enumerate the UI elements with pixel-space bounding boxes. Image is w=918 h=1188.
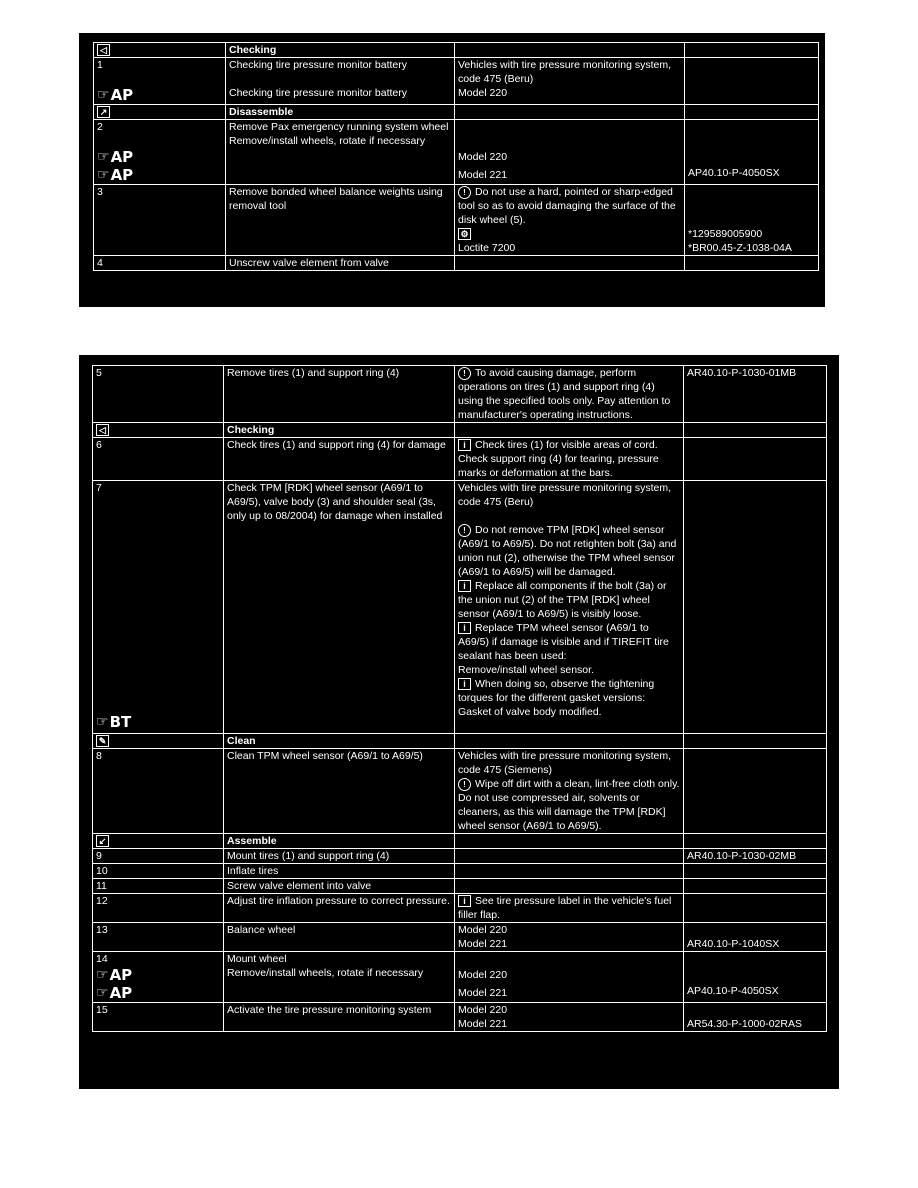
note-text: Do not use a hard, pointed or sharp-edged tool so as to avoid damaging the surface of the disk wheel (5). <box>458 186 676 226</box>
clean-icon: ✎ <box>96 735 109 747</box>
table-row <box>93 849 827 864</box>
bt-link[interactable]: BT <box>109 713 132 731</box>
note-text: Vehicles with tire pressure monitoring system, code 475 (Beru) <box>458 482 671 508</box>
pointing-hand-icon: ☞ <box>97 87 110 103</box>
operation-text: Adjust tire inflation pressure to correct pressure. <box>227 895 450 907</box>
note-text: Model 220 <box>458 1004 508 1016</box>
note-text: Replace TPM wheel sensor (A69/1 to A69/5) if damage is visible and if TIREFIT tire sealant has been used: <box>458 622 669 662</box>
assemble-icon: ↙ <box>96 835 109 847</box>
procedure-panel-2 <box>79 355 839 1089</box>
reference-link[interactable]: AR54.30-P-1000-02RAS <box>687 1018 802 1030</box>
operation-text: Mount wheel <box>227 953 287 965</box>
step-number: 3 <box>97 186 103 198</box>
note-text: Remove/install wheel sensor. <box>458 664 594 676</box>
note-text: Model 221 <box>458 987 508 999</box>
step-number: 13 <box>96 924 108 936</box>
operation-text: Activate the tire pressure monitoring system <box>227 1004 432 1016</box>
table-row <box>93 366 827 423</box>
ap-link[interactable]: AP <box>110 86 134 104</box>
reference-link[interactable]: AR40.10-P-1030-02MB <box>687 850 797 862</box>
info-icon: i <box>458 622 471 634</box>
section-row-assemble <box>93 834 827 849</box>
material-icon: ⚙ <box>458 228 471 240</box>
pointing-hand-icon: ☞ <box>97 149 110 165</box>
note-text: When doing so, observe the tightening torques for the different gasket versions: <box>458 678 655 704</box>
reference-link[interactable]: *129589005900 <box>688 228 763 240</box>
reference-link[interactable]: AP40.10-P-4050SX <box>687 985 779 997</box>
procedure-table-1 <box>93 42 819 271</box>
material-text: Loctite 7200 <box>458 242 516 254</box>
table-row <box>94 58 819 105</box>
note-text: See tire pressure label in the vehicle's fuel filler flap. <box>458 895 672 921</box>
step-number: 5 <box>96 367 102 379</box>
table-row <box>94 120 819 185</box>
info-icon: i <box>458 580 471 592</box>
operation-text: Checking tire pressure monitor battery <box>229 59 407 71</box>
table-row <box>93 481 827 734</box>
reference-link[interactable]: AP40.10-P-4050SX <box>688 167 780 179</box>
disassemble-icon: ↗ <box>97 106 110 118</box>
step-number: 2 <box>97 121 103 133</box>
section-title: Assemble <box>224 834 455 849</box>
section-title: Checking <box>224 423 455 438</box>
section-row-checking <box>94 43 819 58</box>
table-row <box>94 256 819 271</box>
section-row-clean <box>93 734 827 749</box>
table-row <box>93 923 827 952</box>
reference-link[interactable]: *BR00.45-Z-1038-04A <box>688 242 792 254</box>
ap-link[interactable]: AP <box>110 148 134 166</box>
note-text: Model 221 <box>458 169 508 181</box>
note-text: Vehicles with tire pressure monitoring system, code 475 (Siemens) <box>458 750 671 776</box>
checking-icon: ◁ <box>97 44 110 56</box>
operation-text: Check TPM [RDK] wheel sensor (A69/1 to A69/5), valve body (3) and shoulder seal (3s, only up to 08/2004) for damage when installed <box>227 482 443 522</box>
pointing-hand-icon: ☞ <box>96 967 109 983</box>
step-number: 11 <box>96 880 107 892</box>
note-text: Check support ring (4) for tearing, pressure marks or deformation at the bars. <box>458 453 659 479</box>
operation-text: Remove Pax emergency running system wheel <box>229 121 449 133</box>
table-row <box>93 1003 827 1032</box>
operation-text: Remove/install wheels, rotate if necessary <box>229 135 426 147</box>
operation-text: Check tires (1) and support ring (4) for damage <box>227 439 446 451</box>
warning-icon: ! <box>458 367 471 380</box>
ap-link[interactable]: AP <box>109 966 133 984</box>
warning-icon: ! <box>458 778 471 791</box>
operation-text: Remove/install wheels, rotate if necessary <box>227 967 424 979</box>
pointing-hand-icon: ☞ <box>96 714 109 730</box>
ap-link[interactable]: AP <box>110 166 134 184</box>
table-row <box>93 749 827 834</box>
warning-icon: ! <box>458 186 471 199</box>
ap-link[interactable]: AP <box>109 984 133 1002</box>
operation-text: Remove tires (1) and support ring (4) <box>227 367 400 379</box>
table-row <box>93 864 827 879</box>
table-row <box>94 185 819 256</box>
note-text: Check tires (1) for visible areas of cord. <box>475 439 658 451</box>
info-icon: i <box>458 895 471 907</box>
note-text: Model 220 <box>458 969 508 981</box>
note-text: Model 221 <box>458 1018 508 1030</box>
section-row-disassemble <box>94 105 819 120</box>
operation-text: Balance wheel <box>227 924 296 936</box>
table-row <box>93 438 827 481</box>
section-title: Disassemble <box>226 105 455 120</box>
step-number: 4 <box>97 257 103 269</box>
pointing-hand-icon: ☞ <box>97 167 110 183</box>
step-number: 12 <box>96 895 108 907</box>
step-number: 9 <box>96 850 102 862</box>
note-text: Gasket of valve body modified. <box>458 706 602 718</box>
procedure-panel-1 <box>79 33 825 307</box>
note-text: Model 221 <box>458 938 508 950</box>
step-number: 6 <box>96 439 102 451</box>
step-number: 15 <box>96 1004 108 1016</box>
table-row <box>93 952 827 1003</box>
step-number: 1 <box>97 59 103 71</box>
operation-text: Remove bonded wheel balance weights using removal tool <box>229 186 443 212</box>
operation-text: Clean TPM wheel sensor (A69/1 to A69/5) <box>227 750 423 762</box>
note-text: Model 220 <box>458 151 508 163</box>
note-text: Replace all components if the bolt (3a) or the union nut (2) of the TPM [RDK] wheel sensor (A69/1 to A69/5) is visibly loose. <box>458 580 667 620</box>
note-text: Do not remove TPM [RDK] wheel sensor (A69/1 to A69/5). Do not retighten bolt (3a) and union nut (2), otherwise the TPM wheel sensor (A69/1 to A69/5) will be damaged. <box>458 524 677 578</box>
operation-text: Unscrew valve element from valve <box>229 257 389 269</box>
operation-text: Mount tires (1) and support ring (4) <box>227 850 390 862</box>
reference-link[interactable]: AR40.10-P-1030-01MB <box>687 367 797 379</box>
table-row <box>93 879 827 894</box>
reference-link[interactable]: AR40.10-P-1040SX <box>687 938 780 950</box>
pointing-hand-icon: ☞ <box>96 985 109 1001</box>
info-icon: i <box>458 439 471 451</box>
step-number: 8 <box>96 750 102 762</box>
note-text: Vehicles with tire pressure monitoring system, code 475 (Beru) <box>458 59 671 85</box>
procedure-table-2 <box>92 365 827 1032</box>
step-number: 7 <box>96 482 102 494</box>
warning-icon: ! <box>458 524 471 537</box>
step-number: 14 <box>96 953 108 965</box>
checking-icon: ◁ <box>96 424 109 436</box>
section-title: Checking <box>226 43 455 58</box>
step-number: 10 <box>96 865 108 877</box>
note-text: Model 220 <box>458 924 508 936</box>
operation-text: Checking tire pressure monitor battery <box>229 87 407 99</box>
note-text: Model 220 <box>458 87 508 99</box>
section-row-checking <box>93 423 827 438</box>
operation-text: Screw valve element into valve <box>227 880 372 892</box>
note-text: To avoid causing damage, perform operations on tires (1) and support ring (4) using the specified tools only. Pay attention to manufacturer's operating instructions. <box>458 367 671 421</box>
info-icon: i <box>458 678 471 690</box>
note-text: Wipe off dirt with a clean, lint-free cloth only. Do not use compressed air, solvents or cleaners, as this will damage the TPM [RDK] wheel sensor (A69/1 to A69/5). <box>458 778 680 832</box>
table-row <box>93 894 827 923</box>
section-title: Clean <box>224 734 455 749</box>
operation-text: Inflate tires <box>227 865 279 877</box>
